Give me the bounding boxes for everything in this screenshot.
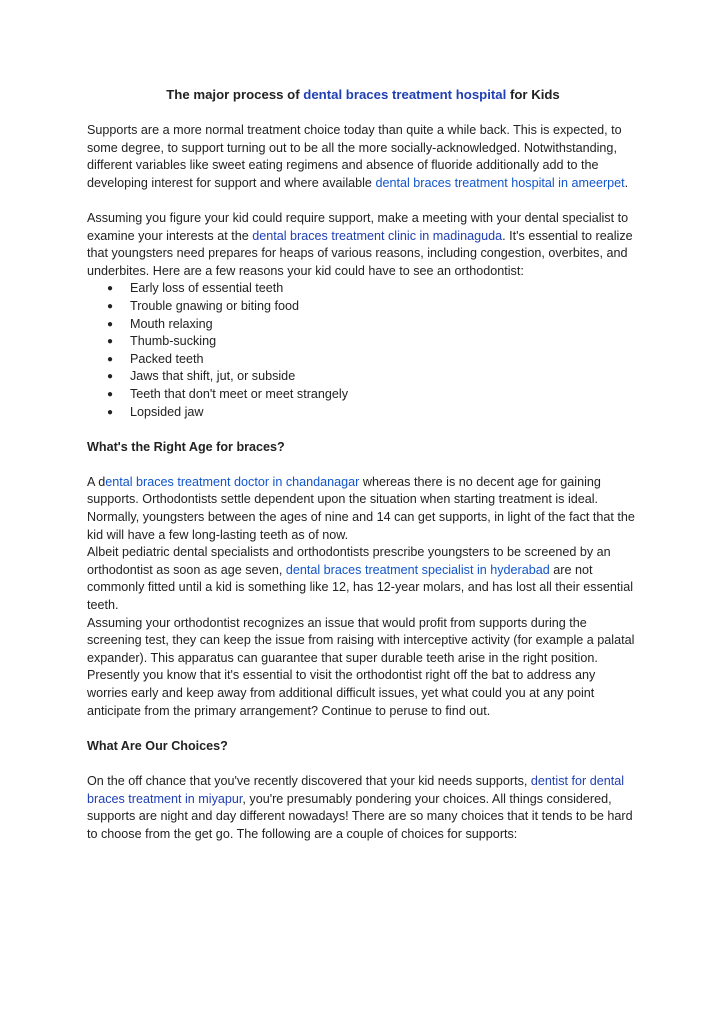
- title-link[interactable]: dental braces treatment hospital: [303, 87, 507, 102]
- bullet-icon: ●: [107, 300, 114, 312]
- ameerpet-link[interactable]: dental braces treatment hospital in ameerpet: [375, 175, 625, 190]
- age2-text-start: Albeit pediatric dental specialists and orthodontists prescribe youngsters to be screened by an orthodontist as soon as age seven,: [87, 545, 611, 577]
- list-item: [107, 333, 639, 351]
- list-item: [107, 386, 639, 404]
- reasons-intro-paragraph: [87, 210, 639, 280]
- age-paragraph-3: Assuming your orthodontist recognizes an issue that would profit from supports during the screening test, they can keep the issue from raising with interceptive activity (for example a palatal expander). This apparatus can guarantee that super durable teeth arise in the right position.: [87, 615, 635, 665]
- bullet-icon: ●: [107, 283, 114, 295]
- list-item: [107, 351, 639, 369]
- choices-text-end: , you're presumably pondering your choices. All things considered, supports are night and day different nowadays! There are so many choices that it tends to be hard to choose from the get go. The following are a couple of choices for supports:: [87, 791, 633, 841]
- age-paragraph-2: [87, 544, 639, 614]
- hyderabad-link[interactable]: dental braces treatment specialist in hyderabad: [285, 562, 550, 577]
- bullet-icon: ●: [107, 336, 114, 348]
- list-item-text: Early loss of essential teeth: [130, 281, 284, 296]
- bullet-icon: ●: [107, 406, 114, 418]
- heading-right-age: What's the Right Age for braces?: [87, 439, 285, 454]
- list-item-text: Thumb-sucking: [130, 334, 217, 349]
- intro-end: .: [624, 175, 629, 190]
- document-body: [87, 86, 639, 843]
- bullet-icon: ●: [107, 371, 114, 383]
- page-title: [87, 86, 639, 104]
- madinaguda-link[interactable]: dental braces treatment clinic in madinaguda: [252, 228, 503, 243]
- age-text-end: whereas there is no decent age for gaining supports. Orthodontists settle dependent upon the situation when starting treatment is ideal. Normally, youngsters between the ages of nine and 14 can get supports, in light of the fact that the kid will have a few long-lasting teeth as of now.: [87, 474, 635, 542]
- reasons-intro-text: Assuming you figure your kid could require support, make a meeting with your dental specialist to examine your interests at the: [87, 210, 629, 243]
- age-text-start: A d: [87, 474, 106, 489]
- age2-text-end: are not commonly fitted until a kid is something like 12, has 12-year molars, and has lost all their essential teeth.: [87, 562, 633, 613]
- list-item: [107, 404, 639, 422]
- list-item: [107, 298, 639, 316]
- bullet-icon: ●: [107, 388, 114, 400]
- chandanagar-link[interactable]: ental braces treatment doctor in chandanagar: [105, 474, 360, 489]
- list-item-text: Trouble gnawing or biting food: [130, 298, 299, 313]
- intro-paragraph: [87, 122, 639, 192]
- list-item-text: Mouth relaxing: [130, 316, 213, 331]
- bullet-icon: ●: [107, 318, 114, 330]
- title-suffix: for Kids: [506, 87, 560, 102]
- list-item-text: Jaws that shift, jut, or subside: [130, 369, 296, 384]
- age-paragraph-1: [87, 474, 639, 544]
- bullet-icon: ●: [107, 353, 114, 365]
- list-item: [107, 368, 639, 386]
- choices-paragraph: [87, 773, 639, 843]
- list-item-text: Packed teeth: [130, 351, 204, 366]
- list-item: [107, 316, 639, 334]
- list-item: [107, 280, 639, 298]
- choices-text-start: On the off chance that you've recently discovered that your kid needs supports,: [87, 773, 531, 788]
- reasons-intro-end: . It's essential to realize that youngsters need prepares for heaps of various reasons, including congestion, overbites, and underbites. Here are a few reasons your kid could have to see an orthodontist:: [87, 228, 633, 278]
- list-item-text: Teeth that don't meet or meet strangely: [130, 386, 349, 401]
- heading-choices: What Are Our Choices?: [87, 738, 228, 753]
- miyapur-link[interactable]: dentist for dental braces treatment in miyapur: [87, 773, 625, 806]
- intro-text: Supports are a more normal treatment choice today than quite a while back. This is expected, to some degree, to support turning out to be all the more socially-acknowledged. Notwithstanding, different variables like sweet eating regimens and absence of fluoride additionally add to the developing interest for support and where available: [87, 123, 622, 190]
- age-paragraph-4: Presently you know that it's essential to visit the orthodontist right off the bat to address any worries early and keep away from additional difficult issues, yet what could you at any point anticipate from the primary arrangement? Continue to peruse to find out.: [87, 668, 596, 718]
- title-prefix: The major process of: [166, 87, 304, 102]
- list-item-text: Lopsided jaw: [130, 404, 204, 419]
- reasons-list: [87, 280, 639, 421]
